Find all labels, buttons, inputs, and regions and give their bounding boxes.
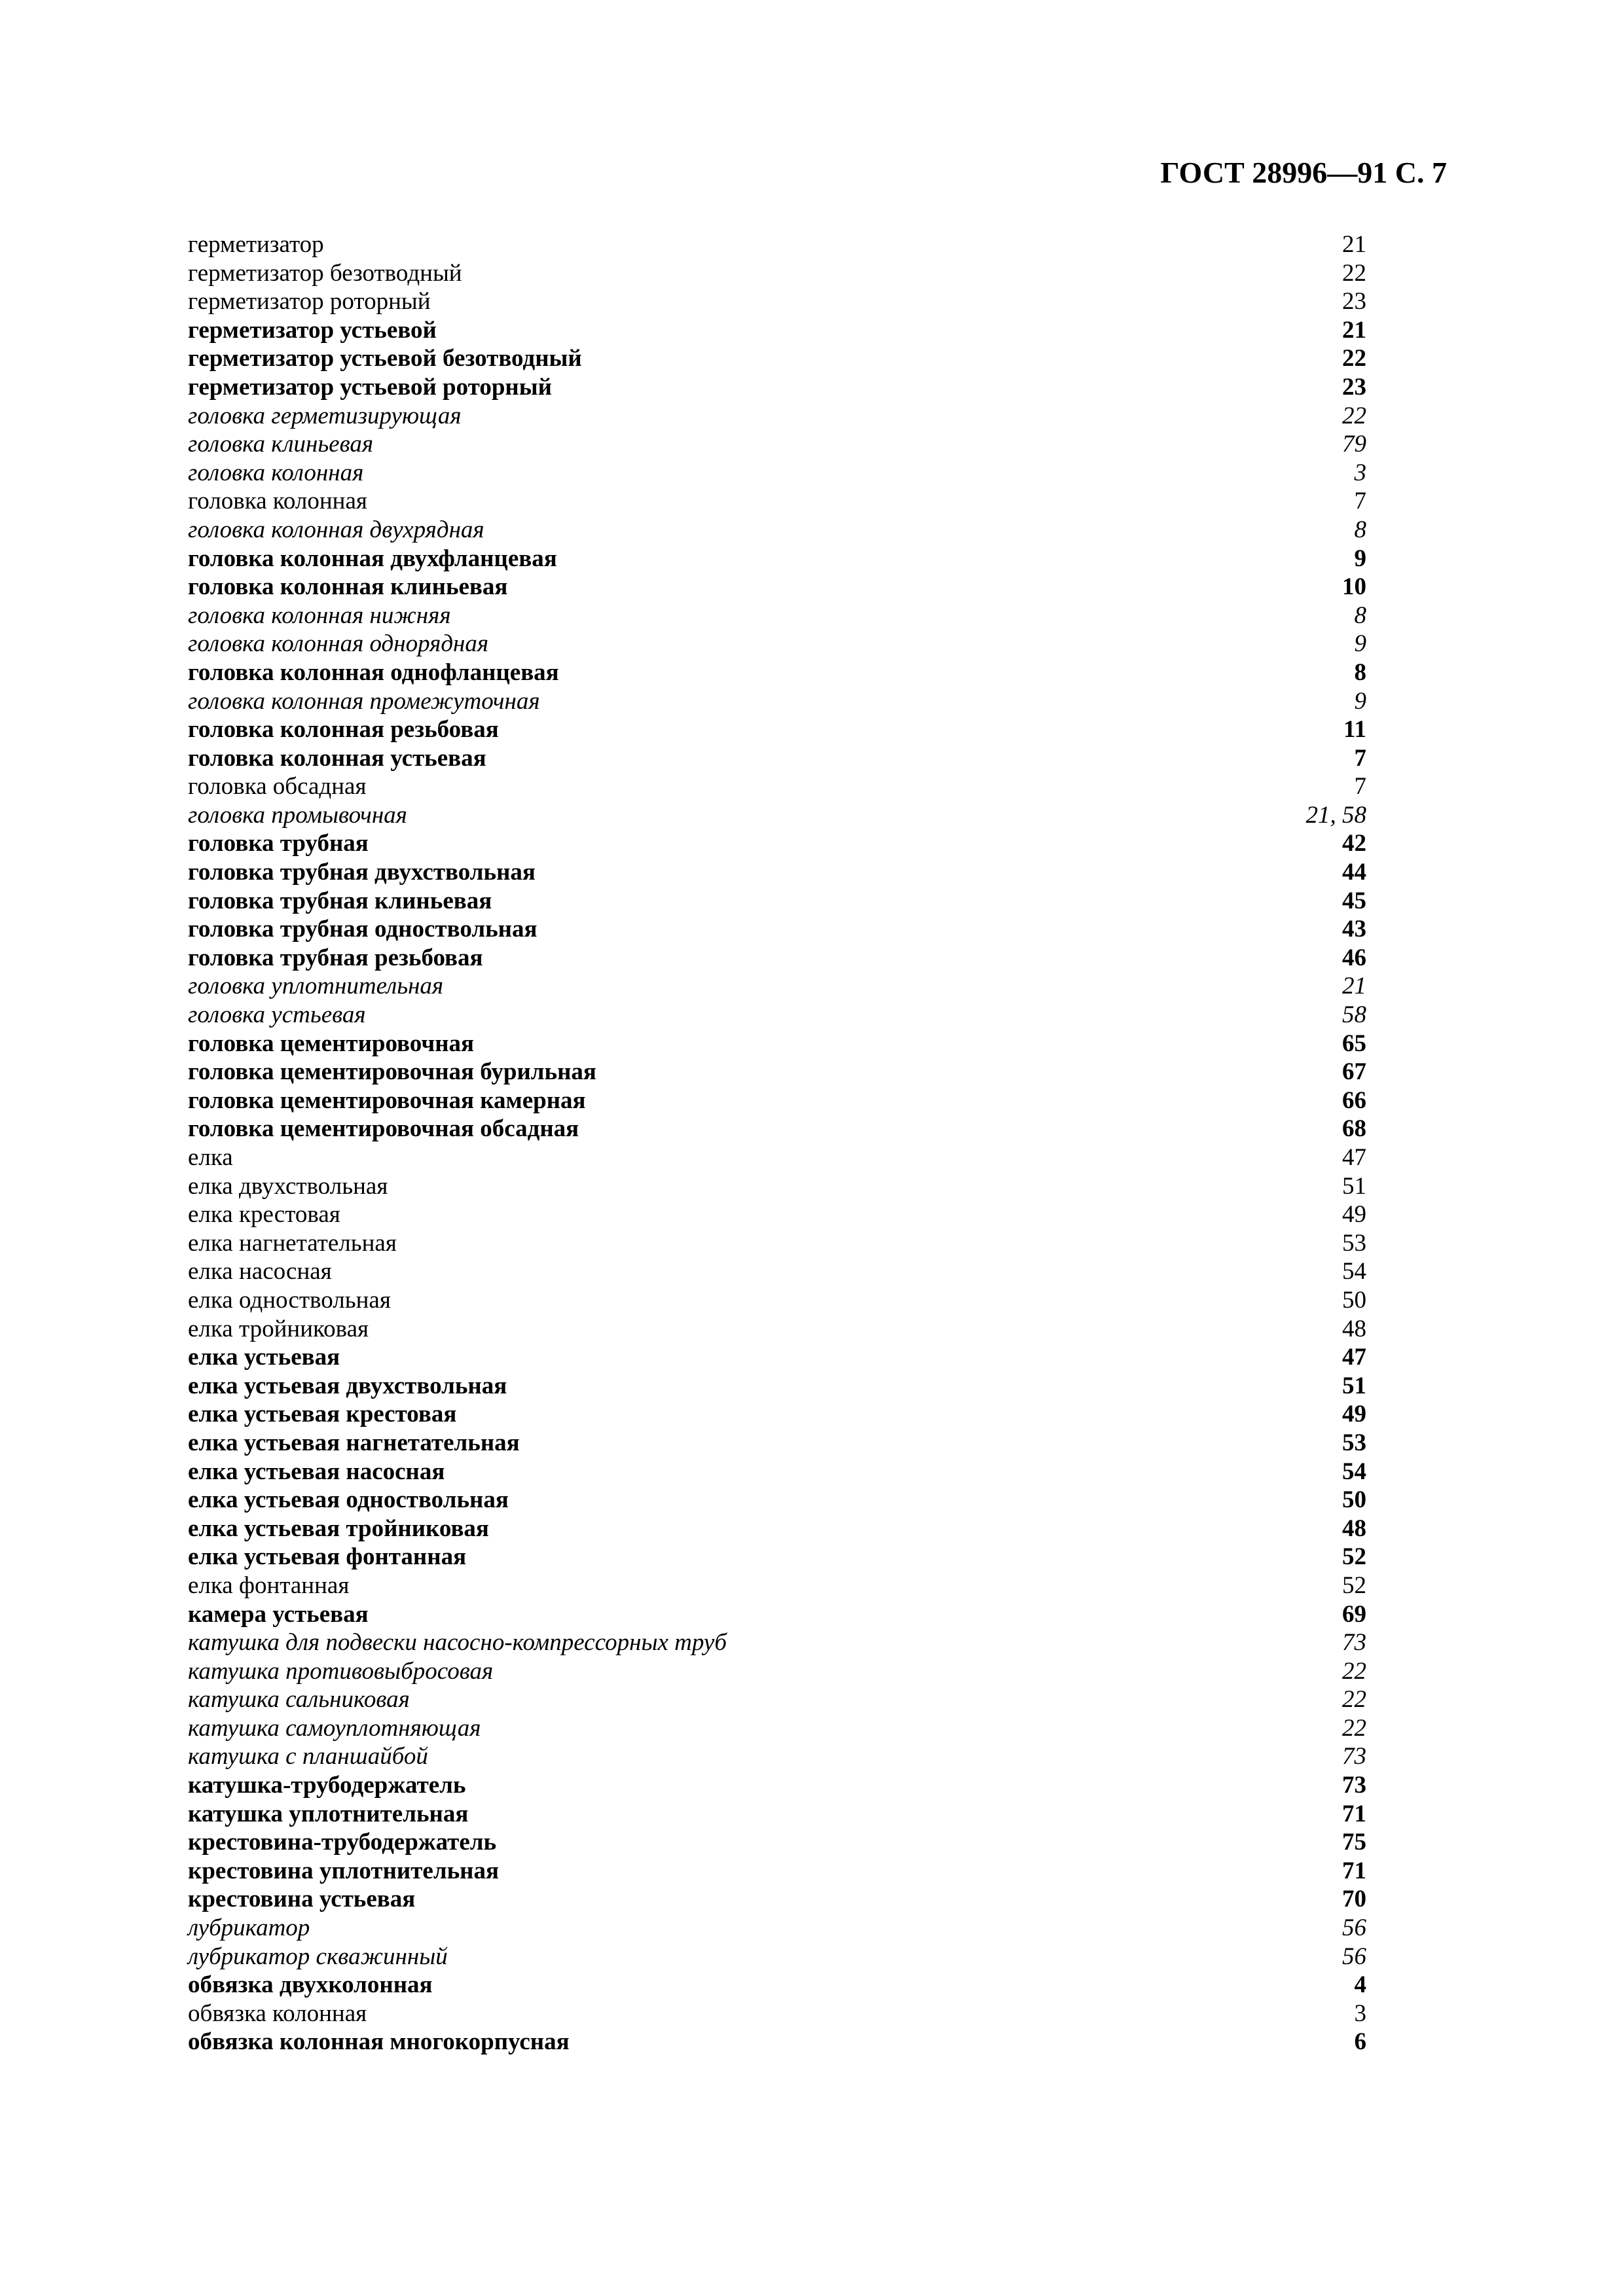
term-text: головка устьевая — [188, 1001, 366, 1029]
term-text: елка устьевая насосная — [188, 1458, 445, 1485]
term-text: катушка уплотнительная — [188, 1800, 469, 1827]
list-item — [188, 1486, 1366, 1515]
reference-number: 23 — [1342, 288, 1366, 315]
term-text: катушка-трубодержатель — [188, 1772, 466, 1799]
reference-number: 68 — [1342, 1115, 1366, 1143]
term-text: головка колонная клиньевая — [188, 573, 508, 601]
list-item — [188, 1543, 1366, 1571]
term-text: герметизатор — [188, 231, 324, 258]
reference-number: 22 — [1342, 1686, 1366, 1713]
list-item — [188, 373, 1366, 402]
term-text: головка трубная одноствольная — [188, 916, 538, 943]
reference-number: 8 — [1354, 658, 1366, 686]
list-item — [188, 1714, 1366, 1743]
reference-number: 22 — [1342, 1657, 1366, 1685]
reference-number: 73 — [1342, 1629, 1366, 1657]
list-item — [188, 1571, 1366, 1600]
term-text: елка устьевая одноствольная — [188, 1486, 509, 1514]
list-item — [188, 858, 1366, 887]
list-item — [188, 601, 1366, 630]
list-item — [188, 287, 1366, 316]
reference-number: 79 — [1342, 431, 1366, 458]
term-text: обвязка колонная многокорпусная — [188, 2028, 570, 2056]
reference-number: 53 — [1342, 1429, 1366, 1456]
term-text: камера устьевая — [188, 1600, 369, 1628]
list-item — [188, 1086, 1366, 1115]
term-text: головка цементировочная обсадная — [188, 1115, 579, 1143]
reference-number: 54 — [1342, 1258, 1366, 1285]
list-item — [188, 687, 1366, 716]
reference-number: 44 — [1342, 859, 1366, 886]
reference-number: 56 — [1342, 1943, 1366, 1970]
list-item — [188, 1458, 1366, 1486]
reference-number: 21, 58 — [1305, 801, 1366, 829]
term-text: головка колонная однорядная — [188, 630, 489, 658]
term-text: головка колонная — [188, 459, 364, 486]
list-item — [188, 1315, 1366, 1344]
reference-number: 6 — [1354, 2028, 1366, 2056]
reference-number: 58 — [1342, 1001, 1366, 1029]
term-text: головка уплотнительная — [188, 973, 444, 1000]
term-text: головка трубная клиньевая — [188, 887, 492, 914]
reference-number: 7 — [1354, 773, 1366, 800]
list-item — [188, 972, 1366, 1001]
term-text: герметизатор устьевой безотводный — [188, 345, 582, 372]
reference-number: 8 — [1354, 516, 1366, 543]
term-text: головка цементировочная камерная — [188, 1086, 586, 1114]
reference-number: 9 — [1354, 630, 1366, 658]
list-item — [188, 1828, 1366, 1857]
list-item — [188, 2000, 1366, 2028]
reference-number: 21 — [1342, 316, 1366, 344]
reference-number: 75 — [1342, 1829, 1366, 1856]
list-item — [188, 1115, 1366, 1143]
list-item — [188, 944, 1366, 973]
reference-number: 47 — [1342, 1144, 1366, 1171]
list-item — [188, 259, 1366, 288]
term-text: катушка противовыбросовая — [188, 1657, 494, 1685]
list-item — [188, 1971, 1366, 2000]
reference-number: 52 — [1342, 1543, 1366, 1571]
term-text: головка герметизирующая — [188, 402, 462, 429]
reference-number: 65 — [1342, 1030, 1366, 1057]
list-item — [188, 1657, 1366, 1686]
list-item — [188, 1058, 1366, 1086]
reference-number: 4 — [1354, 1971, 1366, 1999]
reference-number: 8 — [1354, 601, 1366, 629]
list-item — [188, 487, 1366, 516]
reference-number: 21 — [1342, 973, 1366, 1000]
term-text: головка трубная резьбовая — [188, 944, 483, 971]
list-item — [188, 1857, 1366, 1886]
reference-number: 53 — [1342, 1229, 1366, 1257]
reference-number: 49 — [1342, 1201, 1366, 1229]
term-text: елка — [188, 1144, 233, 1171]
list-item — [188, 1600, 1366, 1629]
list-item — [188, 1914, 1366, 1943]
reference-number: 42 — [1342, 830, 1366, 857]
reference-number: 22 — [1342, 1714, 1366, 1742]
list-item — [188, 1372, 1366, 1401]
reference-number: 70 — [1342, 1886, 1366, 1913]
term-text: головка клиньевая — [188, 431, 374, 458]
list-item — [188, 402, 1366, 431]
reference-number: 73 — [1342, 1743, 1366, 1770]
list-item — [188, 744, 1366, 773]
reference-number: 7 — [1354, 744, 1366, 772]
list-item — [188, 1943, 1366, 1971]
list-item — [188, 1229, 1366, 1258]
term-text: головка колонная однофланцевая — [188, 658, 559, 686]
reference-number: 73 — [1342, 1772, 1366, 1799]
list-item — [188, 829, 1366, 858]
term-text: головка трубная двухствольная — [188, 859, 536, 886]
list-item — [188, 1172, 1366, 1201]
term-text: герметизатор безотводный — [188, 259, 462, 287]
reference-number: 69 — [1342, 1600, 1366, 1628]
reference-number: 22 — [1342, 259, 1366, 287]
list-item — [188, 2028, 1366, 2056]
list-item — [188, 230, 1366, 259]
reference-number: 22 — [1342, 402, 1366, 429]
reference-number: 22 — [1342, 345, 1366, 372]
list-item — [188, 1030, 1366, 1058]
reference-number: 43 — [1342, 916, 1366, 943]
reference-number: 56 — [1342, 1914, 1366, 1942]
list-item — [188, 573, 1366, 601]
term-text: елка нагнетательная — [188, 1229, 397, 1257]
term-text: головка обсадная — [188, 773, 367, 800]
term-text: елка насосная — [188, 1258, 332, 1285]
term-text: головка колонная — [188, 488, 367, 515]
list-item — [188, 430, 1366, 459]
list-item — [188, 1200, 1366, 1229]
list-item — [188, 1143, 1366, 1172]
reference-number: 51 — [1342, 1172, 1366, 1200]
term-text: елка крестовая — [188, 1201, 340, 1229]
reference-number: 9 — [1354, 687, 1366, 715]
reference-number: 3 — [1354, 2000, 1366, 2027]
list-item — [188, 1742, 1366, 1771]
reference-number: 3 — [1354, 459, 1366, 486]
reference-number: 23 — [1342, 373, 1366, 401]
term-text: лубрикатор скважинный — [188, 1943, 448, 1970]
list-item — [188, 516, 1366, 545]
term-text: обвязка двухколонная — [188, 1971, 433, 1999]
list-item — [188, 887, 1366, 916]
reference-number: 71 — [1342, 1857, 1366, 1884]
term-text: елка двухствольная — [188, 1172, 388, 1200]
list-item — [188, 1685, 1366, 1714]
list-item — [188, 1885, 1366, 1914]
term-text: елка устьевая крестовая — [188, 1401, 457, 1428]
term-text: головка трубная — [188, 830, 369, 857]
list-item — [188, 1286, 1366, 1315]
list-item — [188, 915, 1366, 944]
term-text: елка устьевая — [188, 1344, 340, 1371]
term-text: елка одноствольная — [188, 1286, 391, 1314]
term-text: головка колонная промежуточная — [188, 687, 540, 715]
list-item — [188, 545, 1366, 573]
reference-number: 50 — [1342, 1486, 1366, 1514]
term-text: головка колонная нижняя — [188, 601, 451, 629]
term-text: головка колонная устьевая — [188, 744, 486, 772]
term-text: головка цементировочная бурильная — [188, 1058, 596, 1086]
list-item — [188, 1001, 1366, 1030]
list-item — [188, 772, 1366, 801]
reference-number: 67 — [1342, 1058, 1366, 1086]
term-text: елка устьевая тройниковая — [188, 1515, 489, 1542]
term-text: герметизатор устьевой роторный — [188, 373, 552, 401]
list-item — [188, 1515, 1366, 1543]
term-text: крестовина уплотнительная — [188, 1857, 499, 1884]
reference-number: 52 — [1342, 1571, 1366, 1599]
term-text: елка устьевая нагнетательная — [188, 1429, 520, 1456]
term-text: головка колонная двухрядная — [188, 516, 484, 543]
reference-number: 21 — [1342, 231, 1366, 258]
term-text: елка устьевая двухствольная — [188, 1372, 507, 1399]
list-item — [188, 1628, 1366, 1657]
reference-number: 48 — [1342, 1315, 1366, 1342]
term-text: обвязка колонная — [188, 2000, 367, 2027]
list-item — [188, 344, 1366, 373]
term-text: головка колонная двухфланцевая — [188, 545, 557, 572]
reference-number: 54 — [1342, 1458, 1366, 1485]
list-item — [188, 630, 1366, 658]
list-item — [188, 1400, 1366, 1429]
reference-number: 51 — [1342, 1372, 1366, 1399]
reference-number: 9 — [1354, 545, 1366, 572]
term-text: головка промывочная — [188, 801, 407, 829]
term-text: головка цементировочная — [188, 1030, 475, 1057]
list-item — [188, 1771, 1366, 1800]
term-text: катушка для подвески насосно-компрессорных труб — [188, 1629, 727, 1657]
list-item — [188, 658, 1366, 687]
reference-number: 45 — [1342, 887, 1366, 914]
list-item — [188, 1257, 1366, 1286]
term-text: катушка самоуплотняющая — [188, 1714, 481, 1742]
list-item — [188, 1429, 1366, 1458]
reference-number: 7 — [1354, 488, 1366, 515]
reference-number: 49 — [1342, 1401, 1366, 1428]
term-text: герметизатор роторный — [188, 288, 431, 315]
reference-number: 10 — [1342, 573, 1366, 601]
page-header: ГОСТ 28996—91 С. 7 — [1160, 156, 1447, 189]
term-text: елка фонтанная — [188, 1571, 350, 1599]
term-index-list — [188, 230, 1366, 2056]
reference-number: 46 — [1342, 944, 1366, 971]
reference-number: 47 — [1342, 1344, 1366, 1371]
term-text: головка колонная резьбовая — [188, 716, 499, 744]
list-item — [188, 715, 1366, 744]
list-item — [188, 1800, 1366, 1829]
reference-number: 11 — [1343, 716, 1366, 744]
term-text: елка устьевая фонтанная — [188, 1543, 467, 1571]
reference-number: 48 — [1342, 1515, 1366, 1542]
term-text: герметизатор устьевой — [188, 316, 437, 344]
reference-number: 50 — [1342, 1286, 1366, 1314]
term-text: елка тройниковая — [188, 1315, 369, 1342]
term-text: катушка с планшайбой — [188, 1743, 428, 1770]
reference-number: 71 — [1342, 1800, 1366, 1827]
reference-number: 66 — [1342, 1086, 1366, 1114]
term-text: крестовина устьевая — [188, 1886, 416, 1913]
list-item — [188, 1343, 1366, 1372]
list-item — [188, 459, 1366, 488]
list-item — [188, 801, 1366, 830]
term-text: катушка сальниковая — [188, 1686, 410, 1713]
term-text: лубрикатор — [188, 1914, 310, 1942]
list-item — [188, 316, 1366, 345]
term-text: крестовина-трубодержатель — [188, 1829, 497, 1856]
